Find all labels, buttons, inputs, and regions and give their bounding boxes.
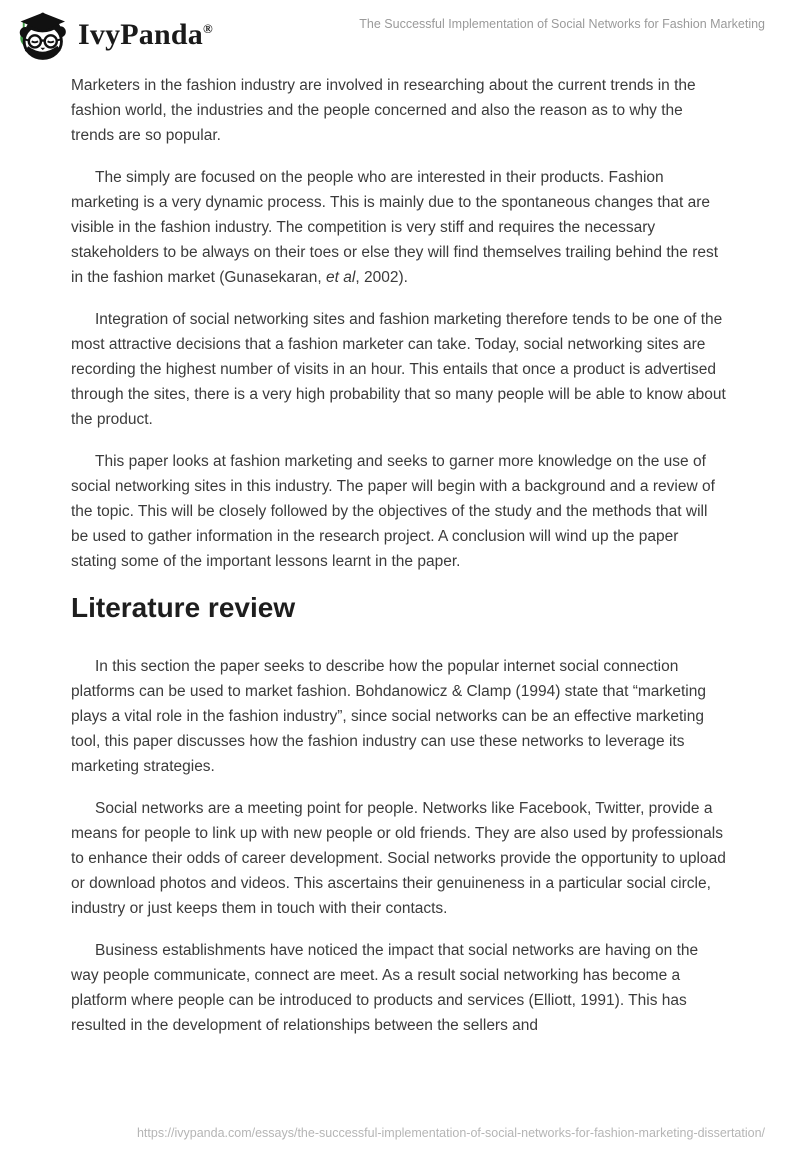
section-heading-literature-review: Literature review — [71, 592, 296, 623]
page-footer — [0, 1126, 765, 1140]
paragraph-7: Business establishments have noticed the impact that social networks are having on the way people communicate, connect are meet. As a result social networking has become a platform where people can be introduced to products and services (Elliott, 1991). This has resulted in the development of relationships between the sellers and — [71, 942, 699, 1034]
document-title: The Successful Implementation of Social Networks for Fashion Marketing — [359, 17, 765, 31]
registered-trademark-symbol: ® — [202, 21, 213, 36]
brand — [14, 8, 213, 62]
paragraph-3: Integration of social networking sites and fashion marketing therefore tends to be one of the most attractive decisions that a fashion marketer can take. Today, social networking sites are recording the highest number of visits in an hour. This entails that once a product is advertised through the sites, there is a very high probability that so many people will be able to know about the product. — [71, 311, 726, 428]
paragraph-1: Marketers in the fashion industry are involved in researching about the current trends in the fashion world, the industries and the people concerned and also the reason as to why the trends are so popular. — [71, 77, 696, 144]
paragraph-6: Social networks are a meeting point for people. Networks like Facebook, Twitter, provide a means for people to link up with new people or old friends. They are also used by professionals to enhance their odds of career development. Social networks provide the opportunity to upload or download photos and videos. This ascertains their genuineness in a particular social circle, industry or just keeps them in touch with their contacts. — [71, 800, 726, 917]
citation-et-al: et al — [326, 269, 356, 286]
paragraph-2: The simply are focused on the people who are interested in their products. Fashion marketing is a very dynamic process. This is mainly due to the spontaneous changes that are visible in the fashion industry. The competition is very stiff and requires the necessary stakeholders to be always on their toes or else they will find themselves trailing behind the rest in the fashion market (Gunasekaran, et al, 2002). — [71, 169, 719, 286]
paragraph-5: In this section the paper seeks to describe how the popular internet social connection platforms can be used to market fashion. Bohdanowicz & Clamp (1994) state that “marketing plays a vital role in the fashion industry”, since social networks can be an effective marketing tool, this paper discusses how the fashion industry can use these networks to leverage its marketing strategies. — [71, 658, 706, 775]
article-body — [0, 73, 800, 1038]
brand-wordmark: IvyPanda® — [78, 18, 213, 51]
ivypanda-panda-logo-icon — [14, 8, 70, 62]
paragraph-4: This paper looks at fashion marketing and seeks to garner more knowledge on the use of social networking sites in this industry. The paper will begin with a background and a review of the topic. This will be closely followed by the objectives of the study and the methods that will be used to gather information in the research project. A conclusion will wind up the paper stating some of the important lessons learnt in the paper. — [71, 453, 715, 570]
source-url[interactable]: https://ivypanda.com/essays/the-successful-implementation-of-social-networks-for-fashion-marketing-dissertation/ — [136, 1126, 765, 1140]
page-header — [0, 0, 800, 60]
